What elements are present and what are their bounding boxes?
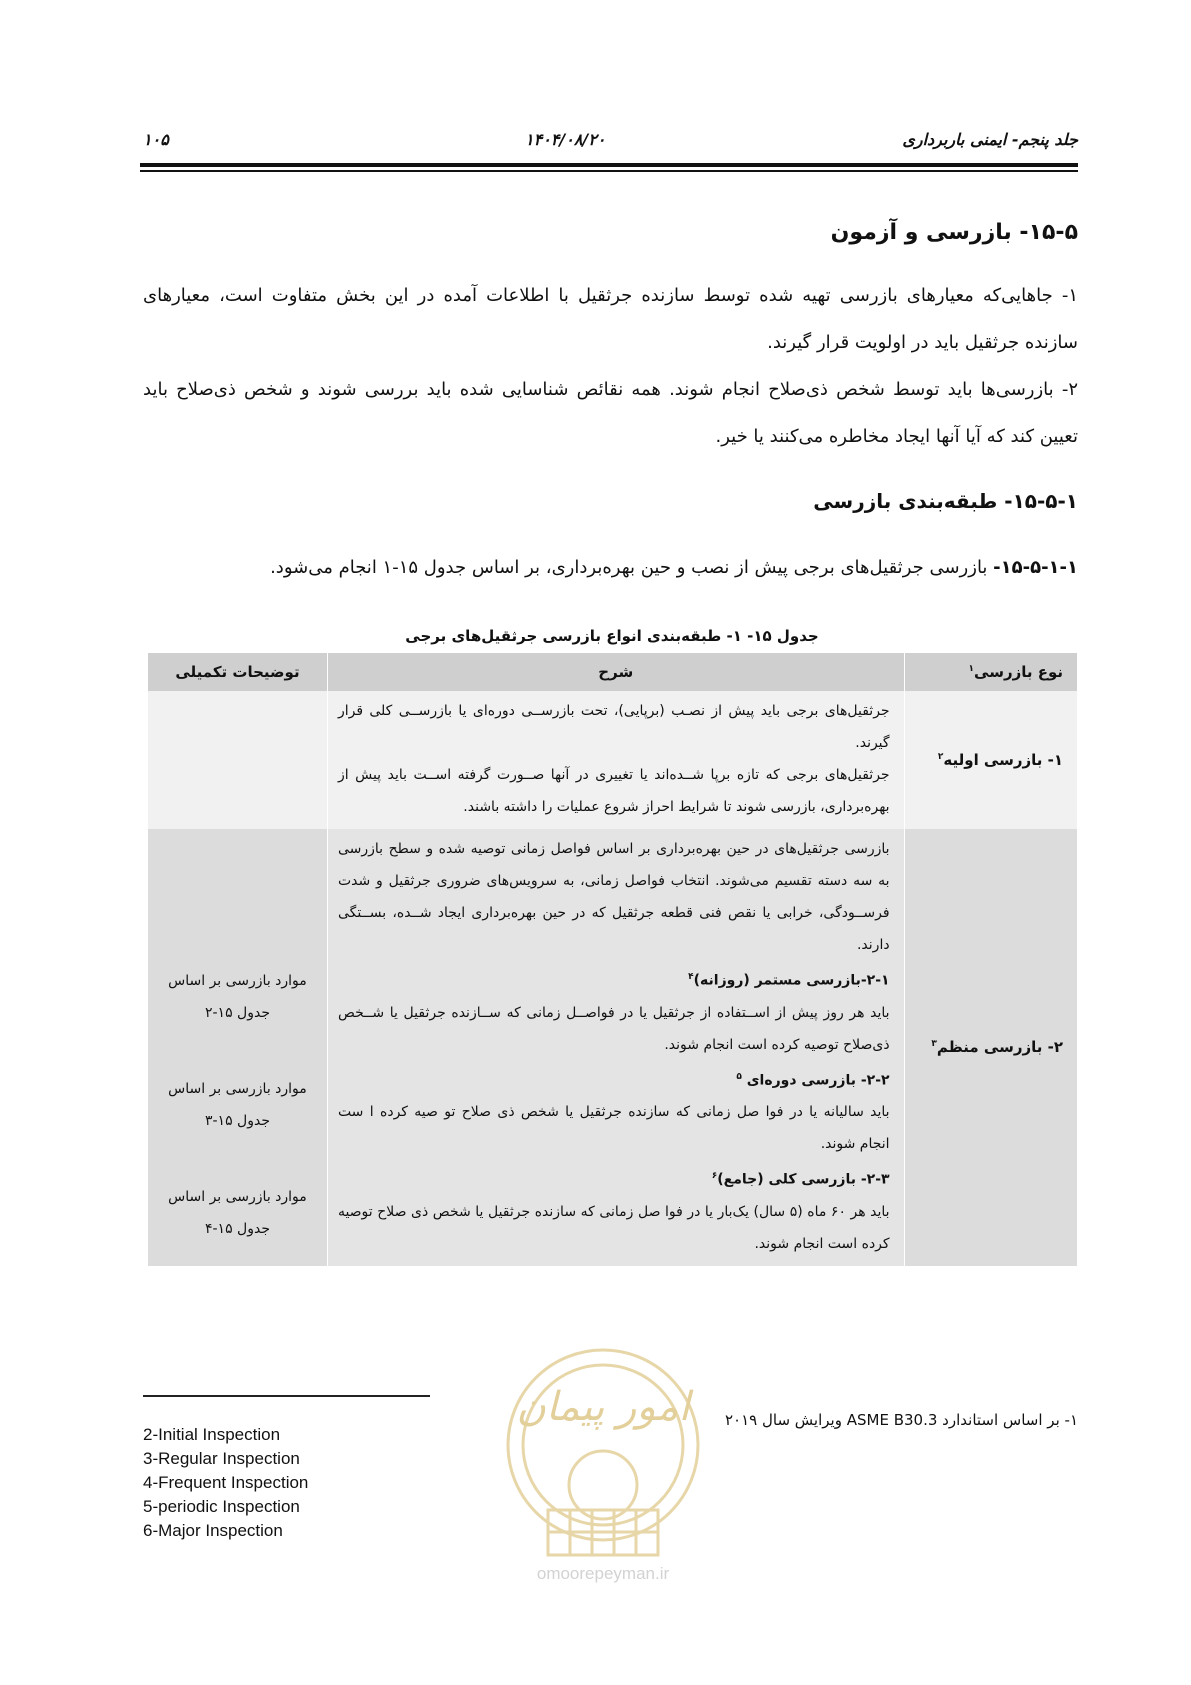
note-item: موارد بازرسی بر اساس جدول ۱۵-۳ [168,1081,307,1129]
row2-sub1-text: باید هر روز پیش از اســتفاده از جرثقیل یا در فواصــل زمانی که ســازنده جرثقیل یا شــخص ذی‌صلاح توصیه کرده است انجام شوند. [337,1004,890,1053]
row2-notes [148,829,328,1266]
header-volume-title: جلد پنجم- ایمنی باربرداری [902,130,1078,149]
row2-sub2-text: باید سالیانه یا در فوا صل زمانی که سازنده جرثقیل یا شخص ذی صلاح تو صیه کرده ا ست انجام شوند. [337,1104,890,1153]
watermark-url: omoorepeyman.ir [536,1564,670,1583]
row2-sub3-title: ۲-۳- بازرسی کلی (جامع)$^۶$ [711,1171,890,1188]
footnote-item: 3-Regular Inspection [143,1449,300,1468]
inspection-table [147,653,1077,1266]
subsection-title: ۱۵-۵-۱- طبقه‌بندی بازرسی [813,489,1078,513]
section-title: ۱۵-۵- بازرسی و آزمون [830,220,1078,245]
watermark-seal [488,1335,718,1585]
seal-text: امور پیمان [516,1384,690,1430]
row1-type: ۱- بازرسی اولیه$^۲$ [904,691,1077,829]
row2-type: ۲- بازرسی منظم$^۳$ [904,829,1077,1266]
row2-intro: بازرسی جرثقیل‌های در حین بهره‌برداری بر اساس فواصل زمانی توصیه شده و سطح بازرسی به سه دسته تقسیم می‌شوند. انتخاب فواصل زمانی، به سرویس‌های ضروری جرثقیل و شدت فرســودگی، خرابی یا نقص فنی قطعه جرثقیل که در حین بهره‌برداری ایجاد شــده، بســتگی دارند. [337,841,890,953]
footnote-item: 5-periodic Inspection [143,1497,300,1516]
row2-sub3-text: باید هر ۶۰ ماه (۵ سال) یک‌بار یا در فوا صل زمانی که سازنده جرثقیل یا شخص ذی صلاح توصیه کرده است انجام شوند. [337,1203,890,1252]
row1-description: جرثقیل‌های برجی باید پیش از نصـب (برپایی)، تحت بازرســی دوره‌ای یا بازرســی کلی قرار گیرند. جرثقیل‌های برجی که تازه برپا شــده‌اند یا تغییری در آنها صــورت گرفته اســت باید پیش از بهره‌برداری، بازرسی شوند تا شرایط احراز شروع عملیات را داشته باشند. [327,691,904,829]
paragraph-2: ۲- بازرسی‌ها باید توسط شخص ذی‌صلاح انجام شوند. همه نقائص شناسایی شده باید بررسی شوند و شخص ذی‌صلاح باید تعیین کند که آیا آنها ایجاد مخاطره می‌کنند یا خیر. [143,379,1078,447]
table-header-row [148,653,1078,691]
note-item: موارد بازرسی بر اساس جدول ۱۵-۲ [168,973,307,1021]
footnote-item: 2-Initial Inspection [143,1425,281,1444]
page-number: ۱۰۵ [143,130,169,149]
table-row [148,829,1078,1266]
row2-sub1-title: ۲-۱-بازرسی مستمر (روزانه)$^۴$ [688,972,890,989]
table-row [148,691,1078,829]
footnote-rule [143,1395,430,1397]
footnotes-english [143,1423,308,1543]
paragraph-1: ۱- جاهایی‌که معیارهای بازرسی تهیه شده توسط سازنده جرثقیل با اطلاعات آمده در این بخش متفاوت است، معیارهای سازنده جرثقیل باید در اولویت قرار گیرند. [143,285,1078,353]
footnote-item: 4-Frequent Inspection [143,1473,309,1492]
header-rule-thick [140,163,1078,167]
footnote-item: 6-Major Inspection [143,1521,283,1540]
subsection-item [270,557,1078,578]
table-caption: جدول ۱۵- ۱- طبقه‌بندی انواع بازرسی جرثقیل‌های برجی [405,627,819,645]
item-number: ۱۵-۵-۱-۱- [993,557,1078,578]
row2-description [327,829,904,1266]
footnote-1: ۱- بر اساس استاندارد ASME B30.3 ویرایش سال ۲۰۱۹ [724,1411,1078,1429]
row2-sub2-title: ۲-۲- بازرسی دوره‌ای $^۵$ [736,1071,890,1089]
row1-notes [148,691,328,829]
header-notes: توضیحات تکمیلی [148,653,328,691]
header-type: نوع بازرسی$^۱$ [904,653,1077,691]
header-description: شرح [327,653,904,691]
item-text: بازرسی جرثقیل‌های برجی پیش از نصب و حین بهره‌برداری، بر اساس جدول ۱۵-۱ انجام می‌شود. [270,557,994,578]
note-item: موارد بازرسی بر اساس جدول ۱۵-۴ [168,1189,307,1237]
header-date: ۱۴۰۴/۰۸/۲۰ [525,130,606,149]
header-rule-thin [140,170,1078,172]
